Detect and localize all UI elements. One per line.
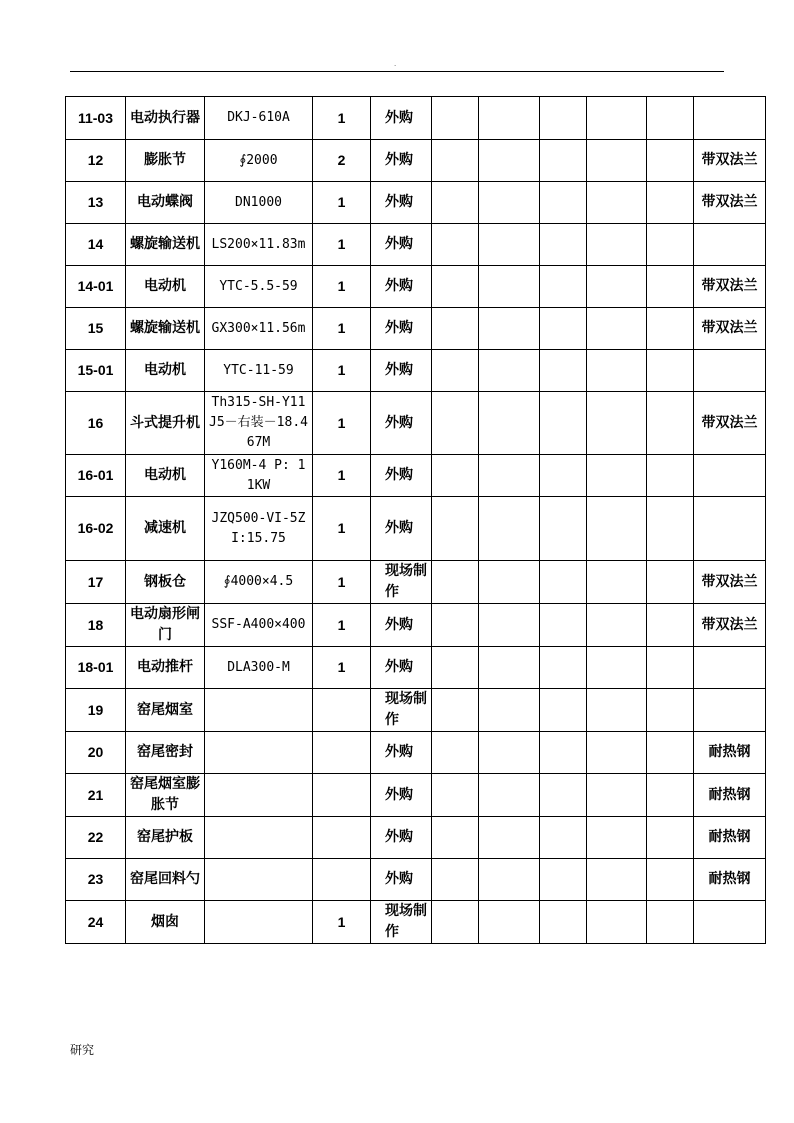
item-quantity: 1	[313, 97, 371, 140]
empty-cell	[479, 732, 540, 774]
item-source: 外购	[371, 774, 432, 817]
item-source: 外购	[371, 817, 432, 859]
empty-cell	[540, 308, 587, 350]
item-name: 窑尾回料勺	[126, 859, 205, 901]
empty-cell	[479, 140, 540, 182]
empty-cell	[647, 689, 694, 732]
table-row	[66, 224, 766, 266]
item-note: 耐热钢	[694, 732, 766, 774]
item-source: 外购	[371, 732, 432, 774]
item-name: 电动扇形闸门	[126, 604, 205, 647]
item-quantity: 1	[313, 266, 371, 308]
empty-cell	[479, 182, 540, 224]
item-source: 外购	[371, 859, 432, 901]
empty-cell	[647, 266, 694, 308]
item-spec: ∮4000×4.5	[205, 561, 313, 604]
item-note: 带双法兰	[694, 140, 766, 182]
empty-cell	[587, 647, 647, 689]
table-row	[66, 308, 766, 350]
item-name: 电动执行器	[126, 97, 205, 140]
empty-cell	[540, 732, 587, 774]
item-spec	[205, 901, 313, 944]
empty-cell	[540, 97, 587, 140]
empty-cell	[432, 859, 479, 901]
item-spec	[205, 689, 313, 732]
empty-cell	[432, 392, 479, 455]
empty-cell	[647, 455, 694, 497]
item-source: 外购	[371, 308, 432, 350]
item-spec: DKJ-610A	[205, 97, 313, 140]
empty-cell	[479, 224, 540, 266]
item-spec: DLA300-M	[205, 647, 313, 689]
item-spec	[205, 732, 313, 774]
empty-cell	[432, 97, 479, 140]
empty-cell	[540, 455, 587, 497]
item-note: 耐热钢	[694, 859, 766, 901]
empty-cell	[479, 497, 540, 561]
table-row	[66, 561, 766, 604]
table-row	[66, 266, 766, 308]
empty-cell	[587, 97, 647, 140]
empty-cell	[432, 497, 479, 561]
empty-cell	[647, 647, 694, 689]
empty-cell	[540, 224, 587, 266]
item-name: 电动机	[126, 455, 205, 497]
item-name: 烟囱	[126, 901, 205, 944]
item-quantity: 1	[313, 561, 371, 604]
item-name: 窑尾烟室	[126, 689, 205, 732]
empty-cell	[432, 689, 479, 732]
table-row	[66, 350, 766, 392]
empty-cell	[540, 859, 587, 901]
item-name: 减速机	[126, 497, 205, 561]
empty-cell	[587, 689, 647, 732]
empty-cell	[432, 182, 479, 224]
item-source: 外购	[371, 182, 432, 224]
item-name: 膨胀节	[126, 140, 205, 182]
item-number: 20	[66, 732, 126, 774]
item-source: 外购	[371, 392, 432, 455]
item-spec	[205, 817, 313, 859]
empty-cell	[479, 97, 540, 140]
empty-cell	[587, 266, 647, 308]
empty-cell	[647, 224, 694, 266]
item-spec	[205, 859, 313, 901]
empty-cell	[540, 647, 587, 689]
item-name: 窑尾密封	[126, 732, 205, 774]
item-spec: GX300×11.56m	[205, 308, 313, 350]
empty-cell	[587, 732, 647, 774]
empty-cell	[647, 561, 694, 604]
empty-cell	[432, 817, 479, 859]
item-source: 现场制作	[371, 689, 432, 732]
table-row	[66, 901, 766, 944]
item-quantity	[313, 859, 371, 901]
empty-cell	[587, 604, 647, 647]
item-note: 带双法兰	[694, 604, 766, 647]
item-note	[694, 497, 766, 561]
empty-cell	[647, 97, 694, 140]
item-number: 22	[66, 817, 126, 859]
item-note	[694, 689, 766, 732]
empty-cell	[647, 604, 694, 647]
empty-cell	[479, 689, 540, 732]
table-body	[66, 97, 766, 944]
item-spec: LS200×11.83m	[205, 224, 313, 266]
item-spec: DN1000	[205, 182, 313, 224]
table-row	[66, 455, 766, 497]
item-name: 电动蝶阀	[126, 182, 205, 224]
item-note	[694, 97, 766, 140]
item-quantity: 1	[313, 350, 371, 392]
empty-cell	[432, 350, 479, 392]
item-quantity: 1	[313, 308, 371, 350]
item-number: 19	[66, 689, 126, 732]
empty-cell	[479, 561, 540, 604]
item-quantity: 1	[313, 455, 371, 497]
item-number: 12	[66, 140, 126, 182]
table-row	[66, 732, 766, 774]
empty-cell	[587, 308, 647, 350]
item-number: 16-02	[66, 497, 126, 561]
item-number: 13	[66, 182, 126, 224]
empty-cell	[479, 647, 540, 689]
item-spec: Y160M-4 P: 11KW	[205, 455, 313, 497]
empty-cell	[432, 140, 479, 182]
empty-cell	[647, 308, 694, 350]
empty-cell	[479, 266, 540, 308]
empty-cell	[587, 224, 647, 266]
empty-cell	[647, 140, 694, 182]
item-note	[694, 901, 766, 944]
item-source: 现场制作	[371, 901, 432, 944]
item-source: 外购	[371, 97, 432, 140]
item-name: 电动机	[126, 350, 205, 392]
empty-cell	[479, 392, 540, 455]
empty-cell	[432, 647, 479, 689]
empty-cell	[647, 859, 694, 901]
item-source: 现场制作	[371, 561, 432, 604]
empty-cell	[540, 140, 587, 182]
item-note: 耐热钢	[694, 817, 766, 859]
empty-cell	[479, 350, 540, 392]
item-number: 18	[66, 604, 126, 647]
empty-cell	[647, 392, 694, 455]
item-note: 带双法兰	[694, 266, 766, 308]
empty-cell	[479, 774, 540, 817]
empty-cell	[432, 732, 479, 774]
table-row	[66, 859, 766, 901]
empty-cell	[540, 182, 587, 224]
empty-cell	[647, 732, 694, 774]
item-source: 外购	[371, 266, 432, 308]
item-note	[694, 350, 766, 392]
item-spec: SSF-A400×400	[205, 604, 313, 647]
item-spec	[205, 774, 313, 817]
item-note: 带双法兰	[694, 561, 766, 604]
item-name: 电动推杆	[126, 647, 205, 689]
item-quantity: 1	[313, 604, 371, 647]
item-spec: ∮2000	[205, 140, 313, 182]
empty-cell	[540, 817, 587, 859]
empty-cell	[479, 859, 540, 901]
item-name: 电动机	[126, 266, 205, 308]
empty-cell	[647, 774, 694, 817]
empty-cell	[479, 455, 540, 497]
item-number: 17	[66, 561, 126, 604]
item-name: 窑尾护板	[126, 817, 205, 859]
item-note: 带双法兰	[694, 308, 766, 350]
empty-cell	[587, 817, 647, 859]
item-note	[694, 647, 766, 689]
item-number: 15	[66, 308, 126, 350]
empty-cell	[540, 266, 587, 308]
empty-cell	[479, 901, 540, 944]
empty-cell	[479, 817, 540, 859]
empty-cell	[647, 350, 694, 392]
empty-cell	[479, 308, 540, 350]
item-name: 螺旋输送机	[126, 224, 205, 266]
empty-cell	[432, 455, 479, 497]
item-source: 外购	[371, 455, 432, 497]
item-quantity	[313, 732, 371, 774]
empty-cell	[432, 308, 479, 350]
item-number: 14-01	[66, 266, 126, 308]
empty-cell	[540, 774, 587, 817]
empty-cell	[432, 604, 479, 647]
empty-cell	[647, 817, 694, 859]
table-row	[66, 774, 766, 817]
table-row	[66, 140, 766, 182]
empty-cell	[540, 497, 587, 561]
item-note: 带双法兰	[694, 392, 766, 455]
item-name: 钢板仓	[126, 561, 205, 604]
empty-cell	[432, 561, 479, 604]
item-number: 23	[66, 859, 126, 901]
empty-cell	[587, 859, 647, 901]
empty-cell	[587, 392, 647, 455]
item-name: 窑尾烟室膨胀节	[126, 774, 205, 817]
item-number: 11-03	[66, 97, 126, 140]
item-source: 外购	[371, 604, 432, 647]
empty-cell	[540, 689, 587, 732]
empty-cell	[540, 561, 587, 604]
empty-cell	[587, 561, 647, 604]
empty-cell	[647, 497, 694, 561]
item-spec: Th315-SH-Y11J5－右装－18.467M	[205, 392, 313, 455]
item-source: 外购	[371, 350, 432, 392]
item-note	[694, 455, 766, 497]
empty-cell	[540, 604, 587, 647]
item-spec: JZQ500-VI-5Z I:15.75	[205, 497, 313, 561]
item-source: 外购	[371, 224, 432, 266]
header-rule	[70, 71, 724, 72]
table-row	[66, 817, 766, 859]
item-quantity: 1	[313, 497, 371, 561]
empty-cell	[432, 774, 479, 817]
item-name: 斗式提升机	[126, 392, 205, 455]
item-spec: YTC-5.5-59	[205, 266, 313, 308]
item-quantity: 1	[313, 182, 371, 224]
empty-cell	[479, 604, 540, 647]
item-note: 带双法兰	[694, 182, 766, 224]
table-row	[66, 689, 766, 732]
item-quantity	[313, 689, 371, 732]
item-quantity: 1	[313, 224, 371, 266]
empty-cell	[587, 140, 647, 182]
empty-cell	[432, 266, 479, 308]
item-quantity	[313, 817, 371, 859]
empty-cell	[587, 901, 647, 944]
empty-cell	[540, 350, 587, 392]
table-row	[66, 97, 766, 140]
item-quantity	[313, 774, 371, 817]
empty-cell	[587, 182, 647, 224]
item-quantity: 2	[313, 140, 371, 182]
equipment-table	[65, 96, 766, 944]
empty-cell	[540, 392, 587, 455]
item-quantity: 1	[313, 901, 371, 944]
item-quantity: 1	[313, 392, 371, 455]
empty-cell	[432, 224, 479, 266]
empty-cell	[540, 901, 587, 944]
item-number: 16	[66, 392, 126, 455]
item-number: 21	[66, 774, 126, 817]
item-number: 14	[66, 224, 126, 266]
table-row	[66, 604, 766, 647]
item-name: 螺旋输送机	[126, 308, 205, 350]
item-spec: YTC-11-59	[205, 350, 313, 392]
table-row	[66, 647, 766, 689]
empty-cell	[587, 350, 647, 392]
empty-cell	[432, 901, 479, 944]
table-row	[66, 392, 766, 455]
header-mark: .	[394, 59, 397, 68]
table-row	[66, 182, 766, 224]
item-note	[694, 224, 766, 266]
item-number: 16-01	[66, 455, 126, 497]
item-source: 外购	[371, 647, 432, 689]
item-source: 外购	[371, 497, 432, 561]
footer-text: 研究	[70, 1043, 95, 1057]
item-quantity: 1	[313, 647, 371, 689]
item-source: 外购	[371, 140, 432, 182]
empty-cell	[587, 455, 647, 497]
empty-cell	[587, 774, 647, 817]
item-number: 24	[66, 901, 126, 944]
empty-cell	[647, 901, 694, 944]
item-note: 耐热钢	[694, 774, 766, 817]
table-row	[66, 497, 766, 561]
item-number: 15-01	[66, 350, 126, 392]
empty-cell	[647, 182, 694, 224]
empty-cell	[587, 497, 647, 561]
item-number: 18-01	[66, 647, 126, 689]
